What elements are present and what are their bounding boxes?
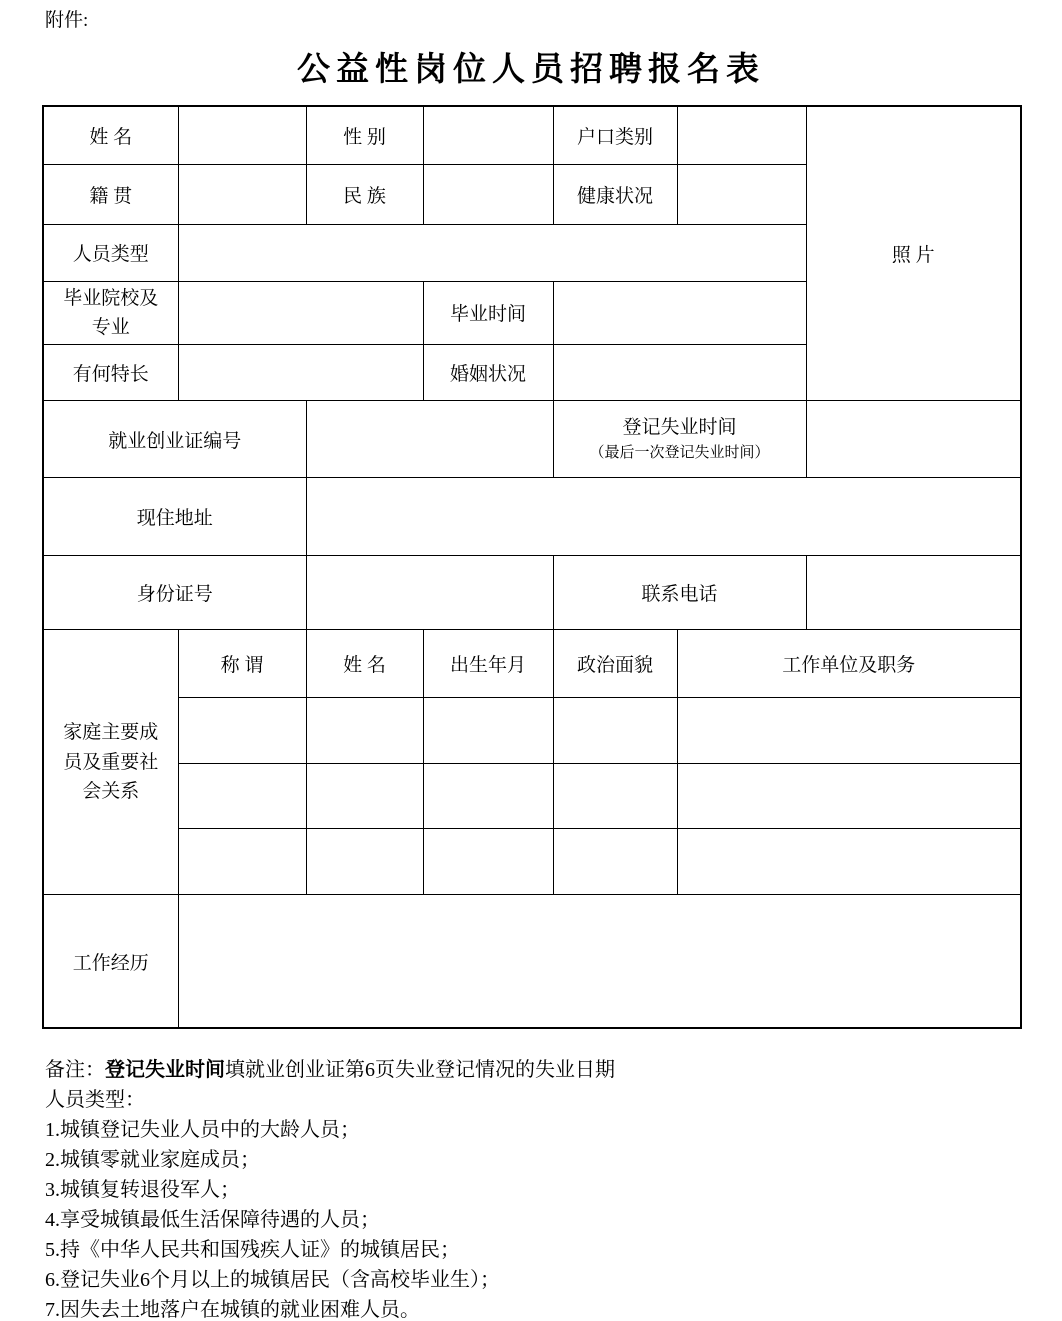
remark-line	[45, 1055, 1062, 1085]
page-title: 公益性岗位人员招聘报名表	[297, 52, 765, 88]
address-label: 现住地址	[43, 478, 306, 556]
specialty-value-cell	[178, 345, 423, 401]
ethnicity-label: 民 族	[306, 164, 423, 224]
specialty-label: 有何特长	[43, 345, 178, 401]
family-relation-cell	[178, 764, 306, 829]
row-idno-phone	[43, 556, 1021, 630]
person-type-label: 人员类型	[43, 224, 178, 281]
grad-time-label: 毕业时间	[423, 281, 553, 345]
phone-value-cell	[806, 556, 1021, 630]
person-type-item: 3.城镇复转退役军人；	[45, 1178, 240, 1201]
unemployment-time-label-main: 登记失业时间	[622, 417, 737, 439]
health-label: 健康状况	[553, 164, 677, 224]
person-type-item: 4.享受城镇最低生活保障待遇的人员；	[45, 1208, 380, 1231]
notes-section	[45, 1055, 1062, 1321]
family-section-label	[43, 630, 178, 895]
name-value-cell	[178, 106, 306, 164]
family-header-relation: 称 谓	[178, 630, 306, 698]
school-major-value-cell	[178, 281, 423, 345]
name-label: 姓 名	[43, 106, 178, 164]
id-no-label: 身份证号	[43, 556, 306, 630]
photo-cell: 照 片	[806, 106, 1021, 401]
school-major-label-text: 毕业院校及专业	[63, 287, 159, 338]
family-birthdate-cell	[423, 698, 553, 764]
cert-no-value-cell	[306, 401, 553, 478]
gender-value-cell	[423, 106, 553, 164]
family-blank-row	[43, 829, 1021, 895]
family-workunit-cell	[677, 829, 1021, 895]
person-type-value-cell	[178, 224, 806, 281]
marital-label: 婚姻状况	[423, 345, 553, 401]
remark-label: 备注：	[45, 1058, 105, 1081]
family-relation-cell	[178, 829, 306, 895]
id-no-value-cell	[306, 556, 553, 630]
row-work-history	[43, 895, 1021, 1028]
family-name-cell	[306, 829, 423, 895]
person-type-item: 1.城镇登记失业人员中的大龄人员；	[45, 1118, 360, 1141]
family-relation-cell	[178, 698, 306, 764]
unemployment-time-value-cell	[806, 401, 1021, 478]
family-header-name: 姓 名	[306, 630, 423, 698]
work-history-value-cell	[178, 895, 1021, 1028]
remark-rest: 填就业创业证第6页失业登记情况的失业日期	[225, 1058, 615, 1081]
marital-value-cell	[553, 345, 806, 401]
attachment-label: 附件:	[45, 10, 89, 31]
family-header-birthdate: 出生年月	[423, 630, 553, 698]
hukou-type-value-cell	[677, 106, 806, 164]
family-political-cell	[553, 764, 677, 829]
family-header-workunit: 工作单位及职务	[677, 630, 1021, 698]
ethnicity-value-cell	[423, 164, 553, 224]
family-birthdate-cell	[423, 764, 553, 829]
family-header-political-status: 政治面貌	[553, 630, 677, 698]
unemployment-time-label-note: （最后一次登记失业时间）	[589, 444, 770, 461]
row-name-gender-hukou	[43, 106, 1021, 164]
person-type-item: 2.城镇零就业家庭成员；	[45, 1148, 260, 1171]
family-section-label-text: 家庭主要成员及重要社会关系	[63, 722, 159, 803]
family-workunit-cell	[677, 764, 1021, 829]
gender-label: 性 别	[306, 106, 423, 164]
hukou-type-label: 户口类别	[553, 106, 677, 164]
address-value-cell	[306, 478, 1021, 556]
family-blank-row	[43, 698, 1021, 764]
family-birthdate-cell	[423, 829, 553, 895]
person-type-item: 5.持《中华人民共和国残疾人证》的城镇居民；	[45, 1238, 460, 1261]
work-history-label: 工作经历	[43, 895, 178, 1028]
family-political-cell	[553, 698, 677, 764]
school-major-label	[43, 281, 178, 345]
family-name-cell	[306, 698, 423, 764]
family-name-cell	[306, 764, 423, 829]
family-political-cell	[553, 829, 677, 895]
health-value-cell	[677, 164, 806, 224]
row-certno-unemploytime	[43, 401, 1021, 478]
unemployment-time-label	[553, 401, 806, 478]
cert-no-label: 就业创业证编号	[43, 401, 306, 478]
native-place-value-cell	[178, 164, 306, 224]
remark-bold-term: 登记失业时间	[105, 1058, 225, 1081]
person-type-item: 7.因失去土地落户在城镇的就业困难人员。	[45, 1298, 420, 1321]
family-workunit-cell	[677, 698, 1021, 764]
person-type-item: 6.登记失业6个月以上的城镇居民（含高校毕业生）；	[45, 1268, 500, 1291]
row-address	[43, 478, 1021, 556]
grad-time-value-cell	[553, 281, 806, 345]
row-family-header	[43, 630, 1021, 698]
family-blank-row	[43, 764, 1021, 829]
phone-label: 联系电话	[553, 556, 806, 630]
application-form-table	[42, 105, 1022, 1029]
native-place-label: 籍 贯	[43, 164, 178, 224]
person-type-heading: 人员类型：	[45, 1088, 145, 1111]
